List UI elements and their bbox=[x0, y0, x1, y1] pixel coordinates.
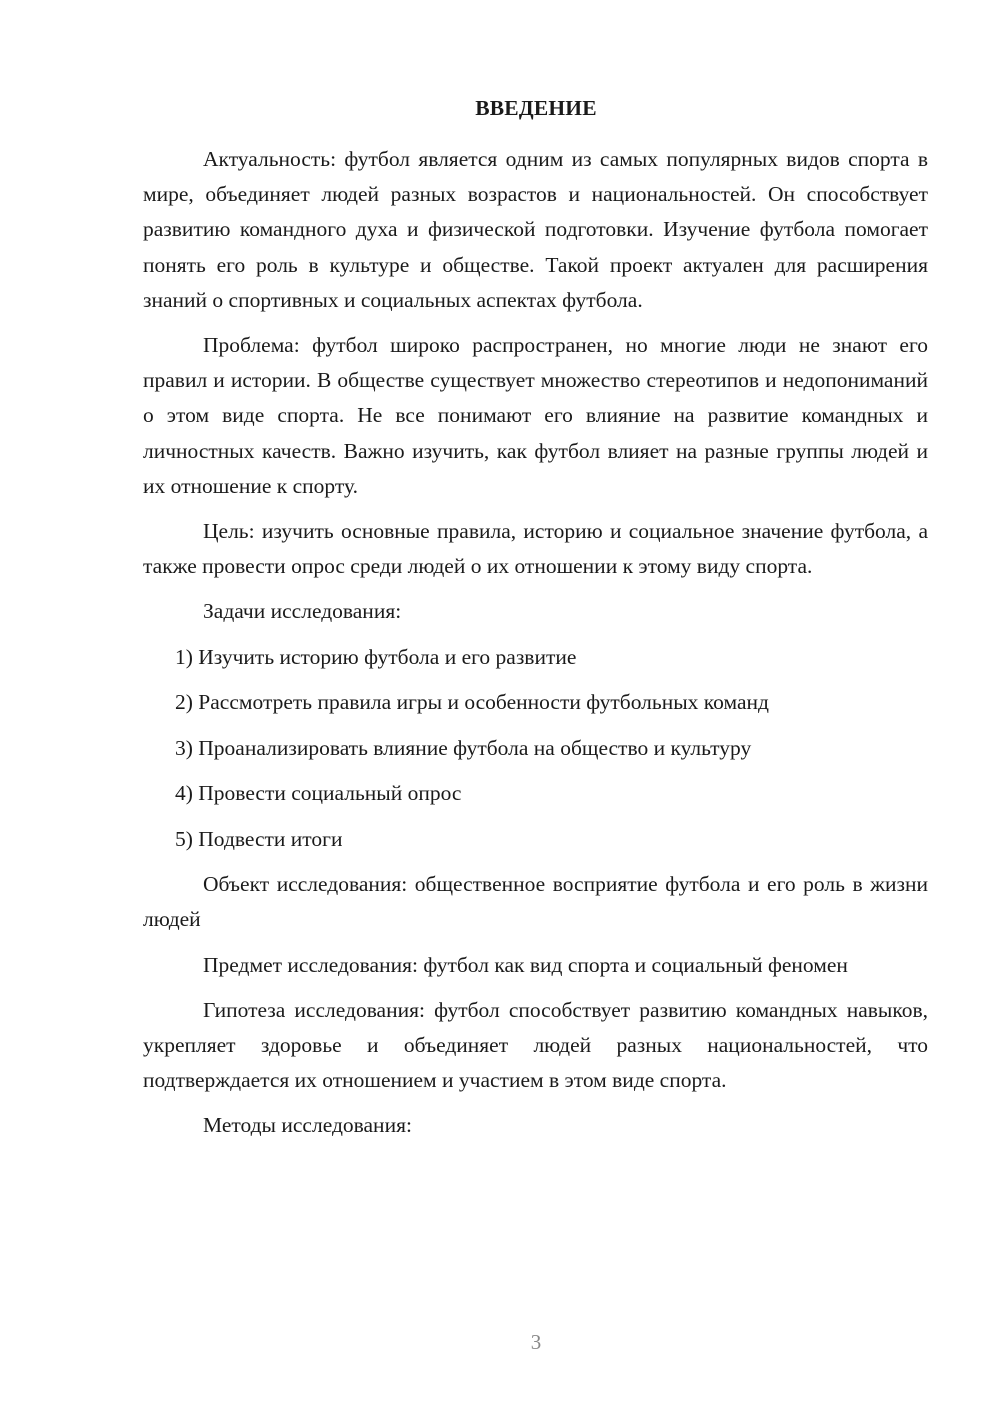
list-item: 4) Провести социальный опрос bbox=[175, 781, 462, 806]
document-body bbox=[143, 142, 928, 1154]
list-item: 1) Изучить историю футбола и его развитие bbox=[175, 644, 577, 669]
hypothesis-paragraph: Гипотеза исследования: футбол способствует развитию командных навыков, укрепляет здоровье и объединяет людей разных национальностей, что подтверждается их отношением и участием в этом виде спорта. bbox=[143, 997, 928, 1093]
tasks-list bbox=[143, 640, 928, 858]
goal-paragraph: Цель: изучить основные правила, историю и социальное значение футбола, а также провести опрос среди людей о их отношении к этому виду спорта. bbox=[143, 519, 928, 579]
object-paragraph: Объект исследования: общественное восприятие футбола и его роль в жизни людей bbox=[143, 872, 928, 932]
page-number: 3 bbox=[530, 1330, 542, 1354]
tasks-heading: Задачи исследования: bbox=[203, 599, 402, 624]
page-title: ВВЕДЕНИЕ bbox=[475, 96, 597, 120]
subject-paragraph: Предмет исследования: футбол как вид спорта и социальный феномен bbox=[203, 952, 848, 977]
list-item: 2) Рассмотреть правила игры и особенности футбольных команд bbox=[175, 690, 769, 715]
problem-paragraph: Проблема: футбол широко распространен, но многие люди не знают его правил и истории. В обществе существует множество стереотипов и недопониманий о этом виде спорта. Не все понимают его влияние на развитие командных и личностных качеств. Важно изучить, как футбол влияет на разные группы людей и их отношение к спорту. bbox=[143, 333, 928, 498]
list-item: 5) Подвести итоги bbox=[175, 826, 343, 851]
methods-heading: Методы исследования: bbox=[203, 1113, 412, 1138]
relevance-paragraph: Актуальность: футбол является одним из самых популярных видов спорта в мире, объединяет людей разных возрастов и национальностей. Он способствует развитию командного духа и физической подготовки. Изучение футбола помогает понять его роль в культуре и обществе. Такой проект актуален для расширения знаний о спортивных и социальных аспектах футбола. bbox=[143, 147, 928, 312]
list-item: 3) Проанализировать влияние футбола на общество и культуру bbox=[175, 735, 752, 760]
